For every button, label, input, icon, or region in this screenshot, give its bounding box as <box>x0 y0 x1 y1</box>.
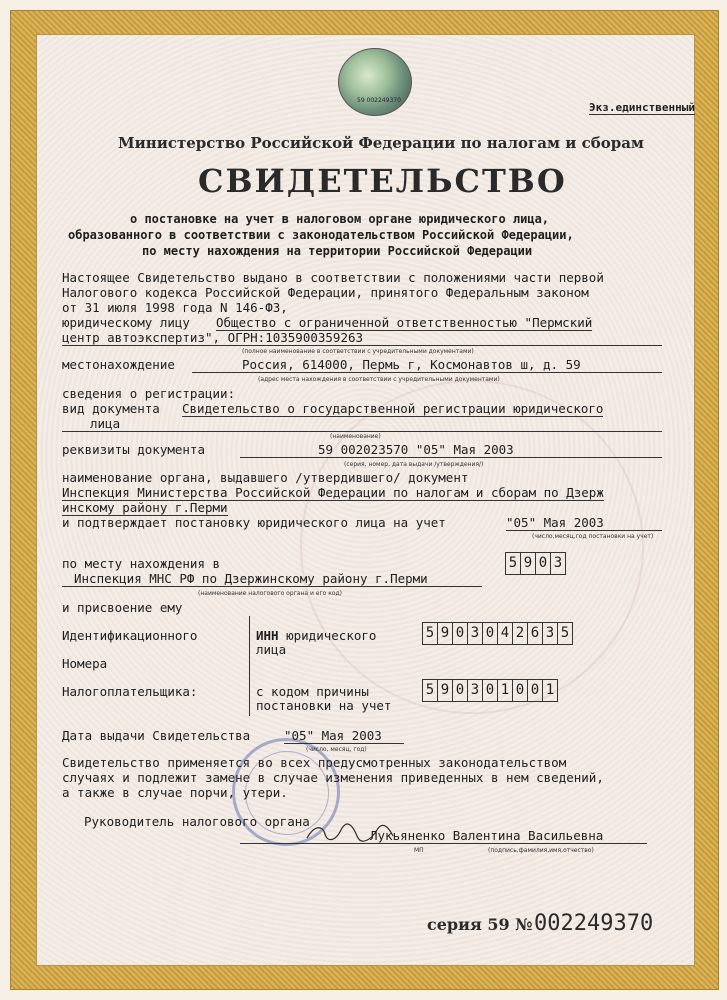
intro-line-3: от 31 июля 1998 года N 146-ФЗ, <box>62 300 288 315</box>
code-digit: 5 <box>506 553 521 574</box>
id-label-2: Номера <box>62 656 108 671</box>
tax-office-value: Инспекция МНС РФ по Дзержинскому району г.Перми <box>62 571 482 587</box>
inn-digit: 5 <box>560 625 570 641</box>
validity-line-3: а также в случае порчи, утери. <box>62 785 288 800</box>
inn-digit: 9 <box>438 623 453 644</box>
head-label: Руководитель налогового органа <box>84 814 310 829</box>
entity-label: юридическому лицу <box>62 315 190 330</box>
inn-label <box>256 628 376 643</box>
subtitle-line-2: образованного в соответствии с законодательством Российской Федерации, <box>68 228 574 242</box>
inn-digit: 3 <box>468 623 483 644</box>
by-location-label: по месту нахождения в <box>62 556 221 571</box>
tax-office-caption: (наименование налогового органа и его код) <box>198 590 342 597</box>
subtitle-line-1: о постановке на учет в налоговом органе юридического лица, <box>130 212 550 226</box>
entity-caption: (полное наименование в соответствии с учредительными документами) <box>242 348 474 355</box>
kpp-digits <box>422 679 558 702</box>
kpp-digit: 0 <box>528 680 543 701</box>
series-label: серия 59 № <box>427 915 533 934</box>
subtitle-line-3: по месту нахождения на территории Российской Федерации <box>142 244 533 258</box>
doc-requisites-caption: (серия, номер, дата выдачи /утверждения/) <box>344 461 484 468</box>
doc-type-caption: (наименование) <box>330 433 381 440</box>
code-digit: 9 <box>521 553 536 574</box>
kpp-digit: 0 <box>483 680 498 701</box>
inn-digit: 4 <box>498 623 513 644</box>
kpp-digit: 3 <box>468 680 483 701</box>
doc-type-value-line-2: лица <box>62 416 662 432</box>
hologram-seal <box>338 48 412 116</box>
kpp-digit: 1 <box>498 680 513 701</box>
head-caption: (подпись,фамилия,имя,отчество) <box>488 847 594 854</box>
inn-digit: 0 <box>483 623 498 644</box>
inn-abbr: ИНН <box>256 628 279 643</box>
intro-line-2: Налогового кодекса Российской Федерации, принятого Федеральным законом <box>62 285 589 300</box>
series-number: 002249370 <box>534 911 654 936</box>
entity-value-line-2: центр автоэкспертиз", ОГРН:1035900359263 <box>62 330 662 346</box>
taxpayer-label: Налогоплательщика: <box>62 684 198 699</box>
issue-date-value: "05" Мая 2003 <box>284 728 404 744</box>
code-digit: 3 <box>553 555 563 571</box>
assign-label: и присвоение ему <box>62 600 183 615</box>
inn-digit: 3 <box>543 623 558 644</box>
confirms-value: "05" Мая 2003 <box>506 515 662 531</box>
kpp-label-line-1: с кодом причины <box>256 684 369 699</box>
column-divider <box>249 616 250 716</box>
code-digit: 0 <box>536 553 551 574</box>
inn-digits <box>422 622 573 645</box>
inn-digit: 6 <box>528 623 543 644</box>
inn-digit: 2 <box>513 623 528 644</box>
kpp-digit: 9 <box>438 680 453 701</box>
doc-requisites-label: реквизиты документа <box>62 442 205 457</box>
inn-label-line-2: лица <box>256 642 287 657</box>
inn-digit: 0 <box>453 623 468 644</box>
hologram-number: 59 002249370 <box>357 97 401 104</box>
issue-date-label: Дата выдачи Свидетельства <box>62 728 251 743</box>
validity-line-2: случаях и подлежит замене в случае изменения приведенных в нем сведений, <box>62 770 604 785</box>
ministry-name: Министерство Российской Федерации по налогам и сборам <box>118 134 644 152</box>
inn-digit: 5 <box>423 623 438 644</box>
issue-date-caption: (число, месяц, год) <box>306 746 367 753</box>
kpp-digit: 0 <box>453 680 468 701</box>
issuer-value-line-2: инскому району г.Перми <box>62 500 228 515</box>
issuer-label: наименование органа, выдавшего /утвердившего/ документ <box>62 470 469 485</box>
validity-line-1: Свидетельство применяется во всех предусмотренных законодательством <box>62 755 567 770</box>
location-label: местонахождение <box>62 357 175 372</box>
registration-info-label: сведения о регистрации: <box>62 386 236 401</box>
location-caption: (адрес места нахождения в соответствии с учредительными документами) <box>258 376 500 383</box>
entity-value-line-1: Общество с ограниченной ответственностью "Пермский <box>216 315 593 330</box>
id-label-1: Идентификационного <box>62 628 198 643</box>
copy-label: Экз.единственный <box>589 101 695 114</box>
kpp-label-line-2: постановки на учет <box>256 698 392 713</box>
issuer-value-line-1: Инспекция Министерства Российской Федерации по налогам и сборам по Дзерж <box>62 485 604 500</box>
head-name: Лукьяненко Валентина Васильевна <box>240 828 647 844</box>
document-title: СВИДЕТЕЛЬСТВО <box>198 162 567 200</box>
doc-type-value-line-1: Свидетельство о государственной регистрации юридического <box>182 401 604 416</box>
kpp-digit: 5 <box>423 680 438 701</box>
kpp-digit: 1 <box>545 682 555 698</box>
confirms-label: и подтверждает постановку юридического лица на учет <box>62 515 446 530</box>
tax-office-code <box>505 552 566 575</box>
doc-type-label: вид документа <box>62 401 160 416</box>
location-value: Россия, 614000, Пермь г, Космонавтов ш, д. 59 <box>192 357 662 373</box>
inn-label-text: юридического <box>286 628 377 643</box>
mp-label: МП <box>414 847 424 854</box>
kpp-digit: 0 <box>513 680 528 701</box>
confirms-caption: (число,месяц,год постановки на учет) <box>532 533 654 540</box>
intro-line-1: Настоящее Свидетельство выдано в соответствии с положениями части первой <box>62 270 604 285</box>
doc-requisites-value: 59 002023570 "05" Мая 2003 <box>240 442 662 458</box>
